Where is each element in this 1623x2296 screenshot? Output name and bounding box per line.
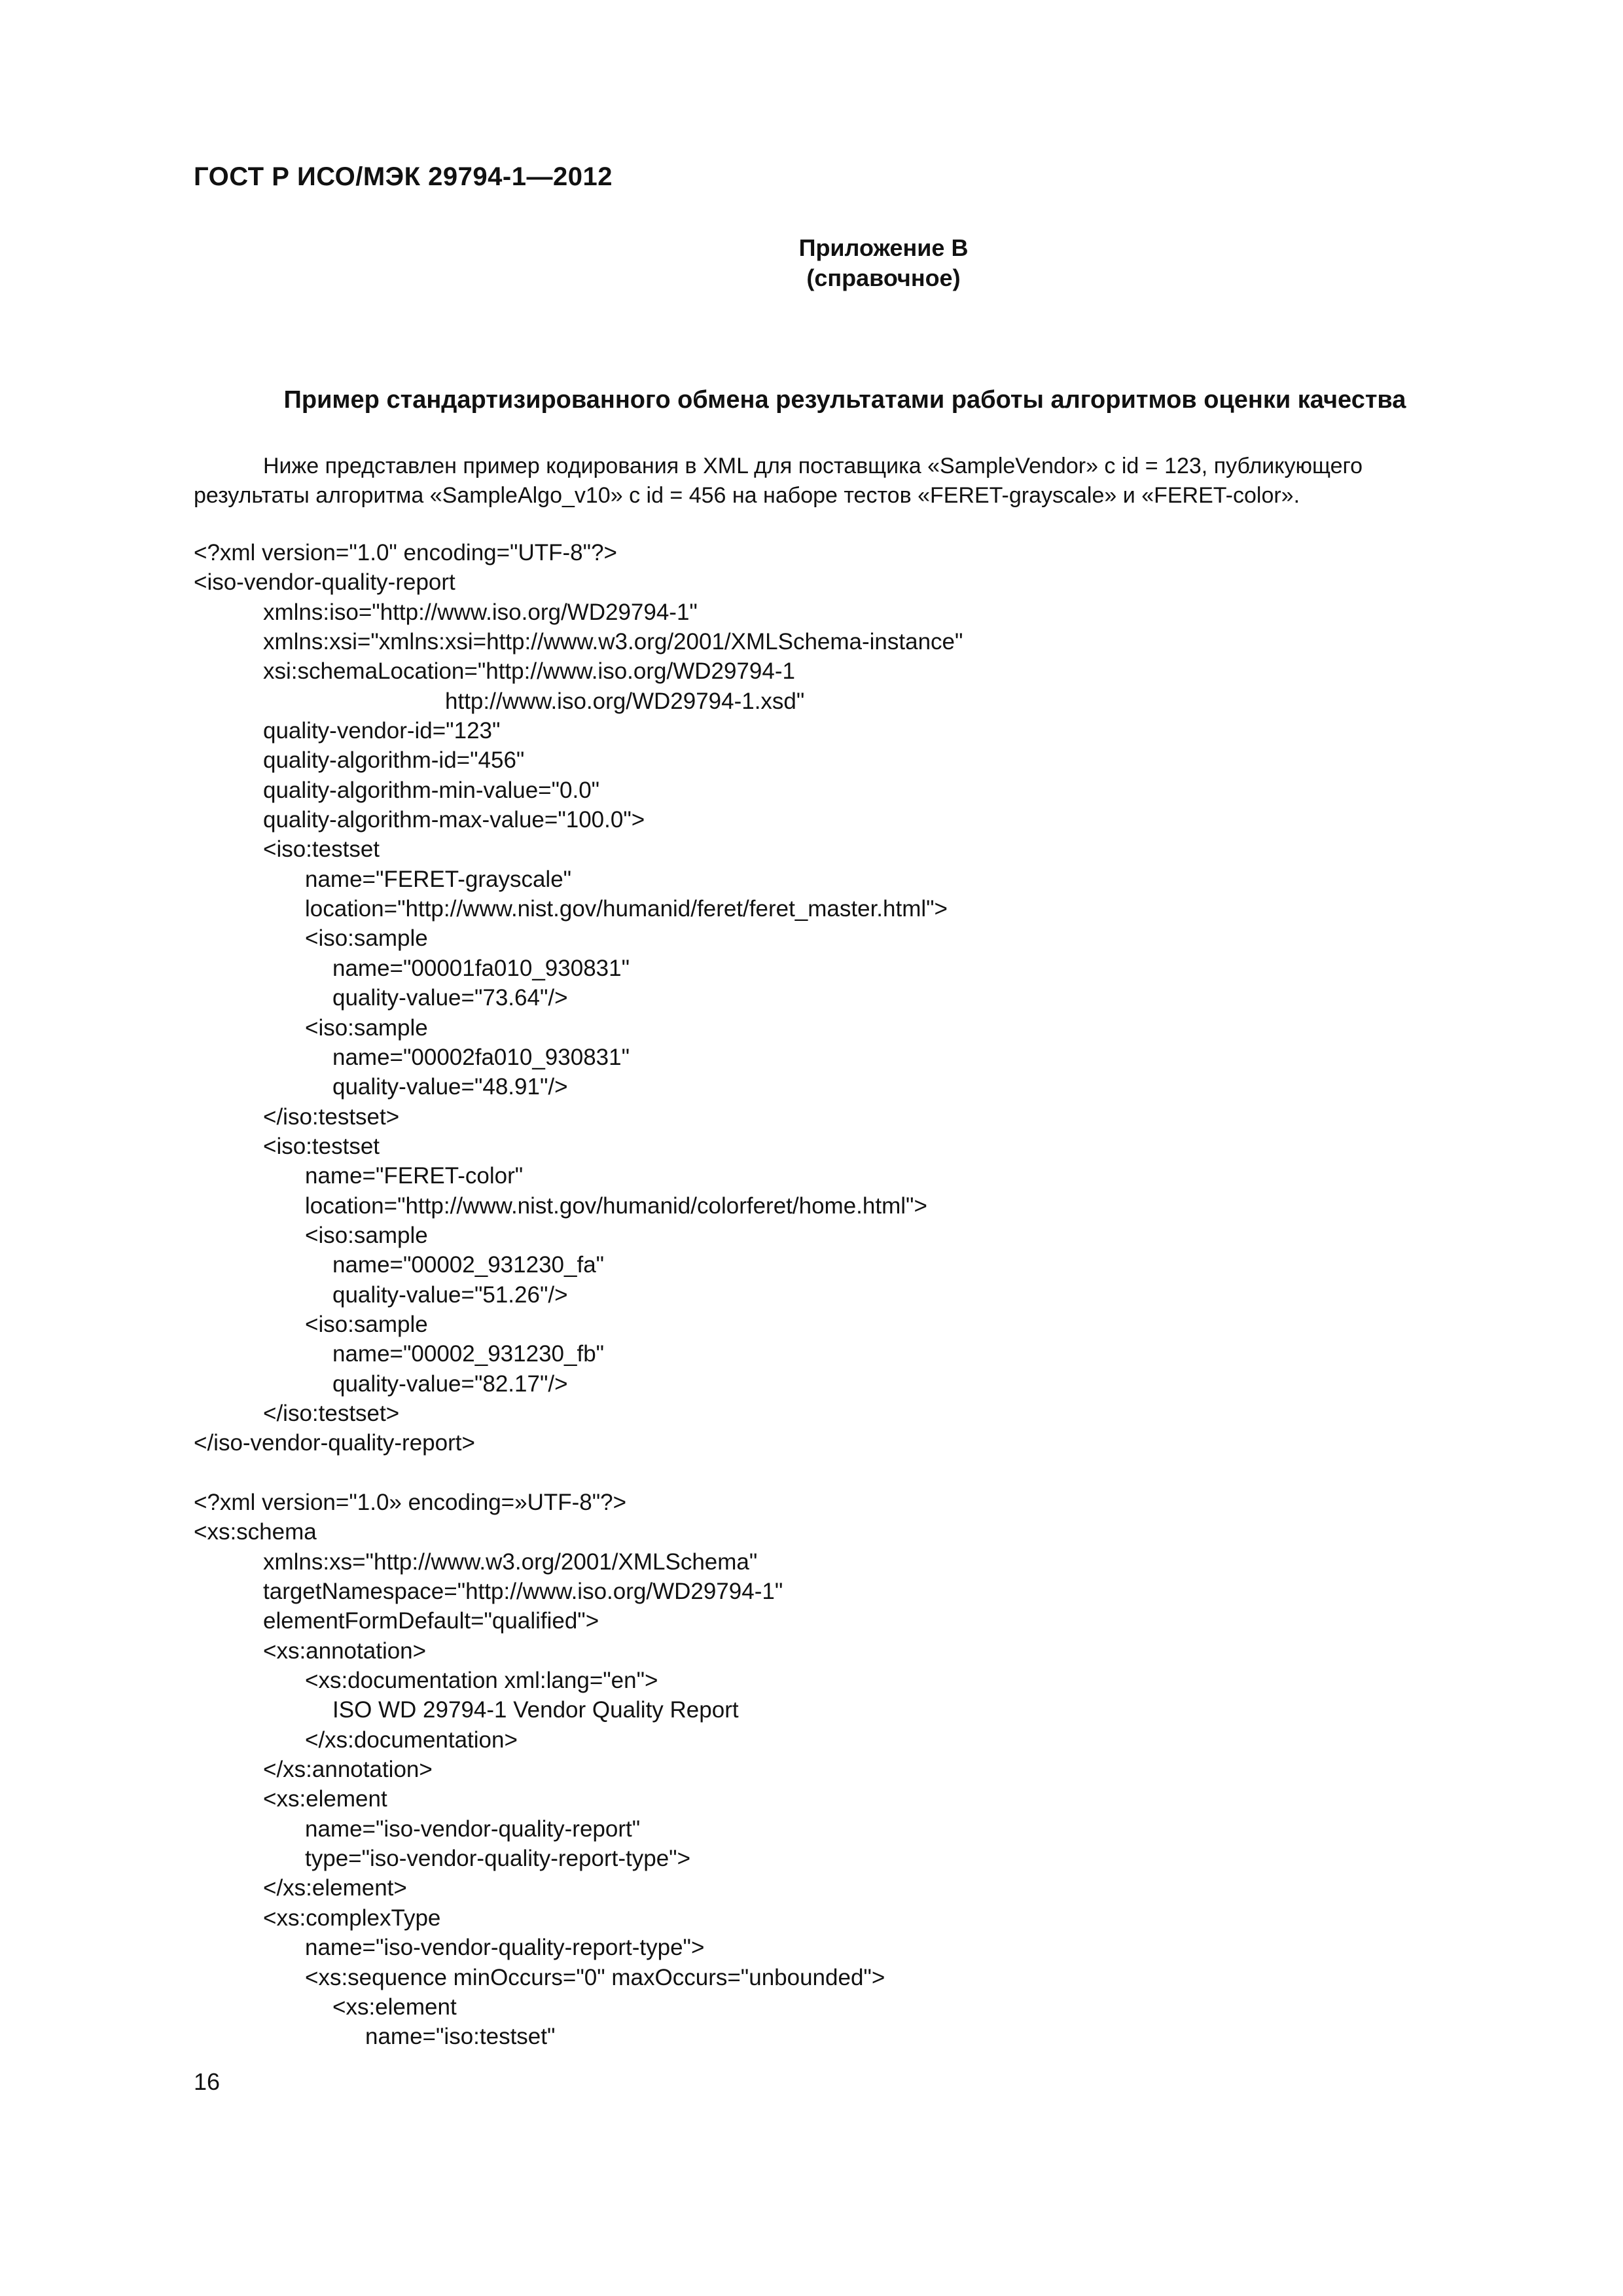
code-line: name="iso-vendor-quality-report" bbox=[305, 1816, 641, 1842]
code-line: </xs:element> bbox=[263, 1875, 407, 1901]
code-line: quality-algorithm-id="456" bbox=[263, 747, 525, 774]
code-line: quality-value="82.17"/> bbox=[332, 1371, 568, 1397]
code-line: <?xml version="1.0" encoding="UTF-8"?> bbox=[194, 540, 617, 565]
code-line: xsi:schemaLocation="http://www.iso.org/WD29794-1 bbox=[263, 658, 795, 685]
code-line: quality-algorithm-max-value="100.0"> bbox=[263, 807, 645, 833]
code-line: </xs:documentation> bbox=[305, 1727, 518, 1753]
code-line: xmlns:xs="http://www.w3.org/2001/XMLSchema" bbox=[263, 1549, 758, 1575]
code-line: quality-vendor-id="123" bbox=[263, 718, 501, 744]
intro-line: результаты алгоритма «SampleAlgo_v10» с id = 456 на наборе тестов «FERET-grayscale» и «FERET-color». bbox=[194, 483, 1300, 508]
code-line: name="00002_931230_fa" bbox=[332, 1252, 605, 1278]
code-line: <iso:sample bbox=[305, 1014, 428, 1041]
annex-block bbox=[720, 233, 1047, 293]
code-line: </xs:annotation> bbox=[263, 1757, 433, 1783]
code-line: </iso-vendor-quality-report> bbox=[194, 1430, 475, 1456]
code-line: location="http://www.nist.gov/humanid/colorferet/home.html"> bbox=[305, 1193, 927, 1219]
code-line: xmlns:xsi="xmlns:xsi=http://www.w3.org/2001/XMLSchema-instance" bbox=[263, 629, 963, 655]
code-line: elementFormDefault="qualified"> bbox=[263, 1608, 599, 1634]
code-line: <iso:testset bbox=[263, 836, 380, 863]
code-line: <xs:documentation xml:lang="en"> bbox=[305, 1668, 658, 1694]
code-line: name="00002fa010_930831" bbox=[332, 1044, 630, 1070]
code-line: xmlns:iso="http://www.iso.org/WD29794-1" bbox=[263, 599, 698, 625]
code-line: <xs:schema bbox=[194, 1519, 317, 1545]
code-line: <iso:sample bbox=[305, 1311, 428, 1337]
code-line: location="http://www.nist.gov/humanid/feret/feret_master.html"> bbox=[305, 896, 948, 922]
annex-heading: Пример стандартизированного обмена результатами работы алгоритмов оценки качества bbox=[283, 386, 1406, 414]
code-line: name="iso-vendor-quality-report-type"> bbox=[305, 1935, 705, 1961]
code-line: targetNamespace="http://www.iso.org/WD29794-1" bbox=[263, 1579, 783, 1605]
document-identifier: ГОСТ Р ИСО/МЭК 29794-1—2012 bbox=[194, 162, 613, 191]
code-line: name="FERET-color" bbox=[305, 1163, 524, 1189]
code-line: </iso:testset> bbox=[263, 1400, 400, 1426]
code-line: <iso-vendor-quality-report bbox=[194, 569, 455, 596]
intro-line: Ниже представлен пример кодирования в XML для поставщика «SampleVendor» с id = 123, публикующего bbox=[263, 454, 1363, 478]
code-line: <iso:sample bbox=[305, 1222, 428, 1248]
code-line: quality-algorithm-min-value="0.0" bbox=[263, 777, 600, 803]
code-line: name="FERET-grayscale" bbox=[305, 866, 572, 892]
page-number: 16 bbox=[194, 2068, 221, 2095]
code-line: name="00001fa010_930831" bbox=[332, 955, 630, 981]
code-line: <xs:sequence minOccurs="0" maxOccurs="unbounded"> bbox=[305, 1964, 885, 1990]
code-line: name="iso:testset" bbox=[365, 2024, 556, 2050]
code-line: ISO WD 29794-1 Vendor Quality Report bbox=[332, 1697, 739, 1723]
code-line: name="00002_931230_fb" bbox=[332, 1341, 605, 1367]
code-line: <xs:element bbox=[263, 1786, 387, 1812]
code-line: quality-value="51.26"/> bbox=[332, 1282, 568, 1308]
code-line: <xs:element bbox=[332, 1994, 457, 2020]
xml-code-listing bbox=[194, 538, 963, 2052]
annex-title: Приложение В bbox=[798, 234, 969, 261]
code-line: quality-value="48.91"/> bbox=[332, 1074, 568, 1100]
code-line: type="iso-vendor-quality-report-type"> bbox=[305, 1846, 691, 1872]
code-line: <?xml version="1.0» encoding=»UTF-8"?> bbox=[194, 1490, 627, 1515]
code-line: http://www.iso.org/WD29794-1.xsd" bbox=[445, 688, 805, 714]
annex-kind: (справочное) bbox=[806, 264, 961, 291]
code-line: quality-value="73.64"/> bbox=[332, 985, 568, 1011]
code-line: <iso:testset bbox=[263, 1133, 380, 1159]
code-line: <iso:sample bbox=[305, 925, 428, 952]
intro-paragraph bbox=[194, 452, 1535, 511]
code-line: <xs:complexType bbox=[263, 1905, 441, 1931]
code-line: <xs:annotation> bbox=[263, 1638, 427, 1664]
code-line: </iso:testset> bbox=[263, 1103, 400, 1130]
code-blank-line bbox=[194, 1458, 963, 1488]
